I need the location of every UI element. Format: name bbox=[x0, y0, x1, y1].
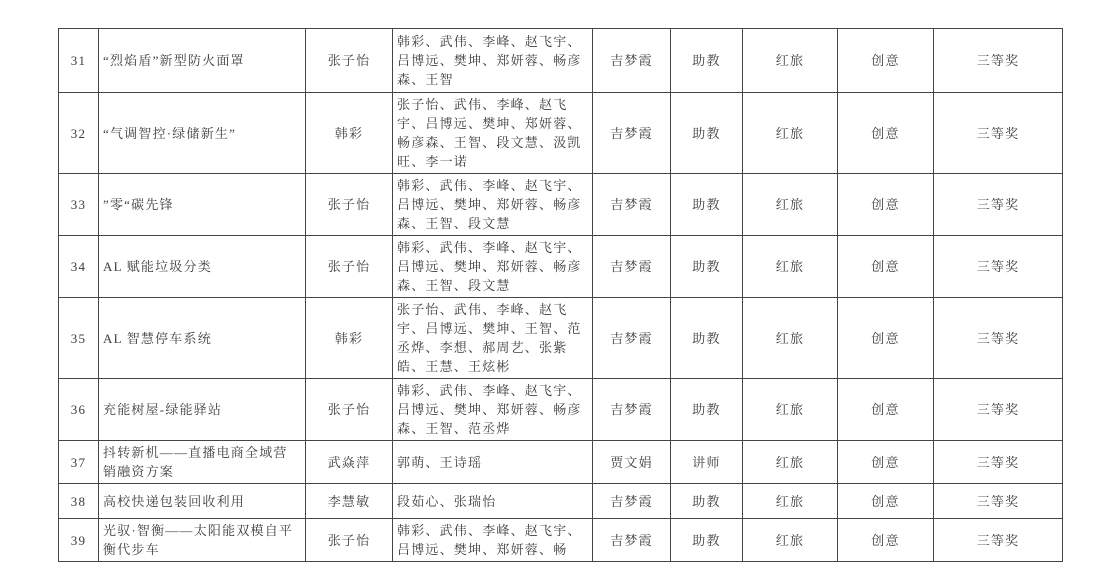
cell-team-members: 韩彩、武伟、李峰、赵飞宇、吕博远、樊坤、郑妍蓉、畅彦森、王智 bbox=[393, 29, 593, 93]
cell-project-name: “气调智控·绿储新生” bbox=[99, 93, 306, 174]
table-row bbox=[59, 174, 1063, 236]
cell-leader-name: 张子怡 bbox=[306, 519, 393, 562]
cell-track: 红旅 bbox=[743, 174, 838, 236]
cell-award: 三等奖 bbox=[934, 519, 1063, 562]
cell-project-name: “烈焰盾”新型防火面罩 bbox=[99, 29, 306, 93]
cell-advisor-name: 吉梦霞 bbox=[593, 379, 671, 441]
cell-group: 创意 bbox=[838, 484, 934, 519]
cell-leader-name: 韩彩 bbox=[306, 298, 393, 379]
table-row bbox=[59, 441, 1063, 484]
cell-group: 创意 bbox=[838, 441, 934, 484]
cell-advisor-name: 吉梦霞 bbox=[593, 93, 671, 174]
cell-serial-number: 36 bbox=[59, 379, 99, 441]
cell-serial-number: 39 bbox=[59, 519, 99, 562]
cell-group: 创意 bbox=[838, 298, 934, 379]
cell-track: 红旅 bbox=[743, 236, 838, 298]
cell-track: 红旅 bbox=[743, 93, 838, 174]
cell-group: 创意 bbox=[838, 29, 934, 93]
cell-advisor-title: 助教 bbox=[671, 519, 743, 562]
cell-leader-name: 张子怡 bbox=[306, 174, 393, 236]
awards-table bbox=[58, 28, 1063, 562]
cell-project-name: 高校快递包装回收利用 bbox=[99, 484, 306, 519]
cell-project-name: 充能树屋-绿能驿站 bbox=[99, 379, 306, 441]
cell-advisor-title: 讲师 bbox=[671, 441, 743, 484]
cell-serial-number: 33 bbox=[59, 174, 99, 236]
cell-track: 红旅 bbox=[743, 441, 838, 484]
cell-leader-name: 武焱萍 bbox=[306, 441, 393, 484]
cell-group: 创意 bbox=[838, 93, 934, 174]
cell-award: 三等奖 bbox=[934, 236, 1063, 298]
cell-project-name: ”零“碳先锋 bbox=[99, 174, 306, 236]
cell-advisor-name: 吉梦霞 bbox=[593, 29, 671, 93]
table-row bbox=[59, 379, 1063, 441]
cell-track: 红旅 bbox=[743, 379, 838, 441]
cell-team-members: 韩彩、武伟、李峰、赵飞宇、吕博远、樊坤、郑妍蓉、畅 bbox=[393, 519, 593, 562]
cell-team-members: 段茹心、张瑞怡 bbox=[393, 484, 593, 519]
cell-serial-number: 31 bbox=[59, 29, 99, 93]
cell-advisor-title: 助教 bbox=[671, 379, 743, 441]
table-row bbox=[59, 519, 1063, 562]
cell-track: 红旅 bbox=[743, 484, 838, 519]
cell-group: 创意 bbox=[838, 519, 934, 562]
cell-advisor-title: 助教 bbox=[671, 93, 743, 174]
cell-group: 创意 bbox=[838, 174, 934, 236]
cell-advisor-title: 助教 bbox=[671, 236, 743, 298]
cell-award: 三等奖 bbox=[934, 29, 1063, 93]
cell-leader-name: 李慧敏 bbox=[306, 484, 393, 519]
table-row bbox=[59, 236, 1063, 298]
cell-serial-number: 32 bbox=[59, 93, 99, 174]
cell-award: 三等奖 bbox=[934, 441, 1063, 484]
cell-group: 创意 bbox=[838, 379, 934, 441]
cell-award: 三等奖 bbox=[934, 298, 1063, 379]
table-row bbox=[59, 29, 1063, 93]
cell-leader-name: 韩彩 bbox=[306, 93, 393, 174]
cell-team-members: 张子怡、武伟、李峰、赵飞宇、吕博远、樊坤、王智、范丞烨、李想、郝周艺、张紫皓、王慧、王炫彬 bbox=[393, 298, 593, 379]
cell-group: 创意 bbox=[838, 236, 934, 298]
cell-track: 红旅 bbox=[743, 298, 838, 379]
cell-track: 红旅 bbox=[743, 29, 838, 93]
cell-project-name: AL 赋能垃圾分类 bbox=[99, 236, 306, 298]
cell-advisor-name: 吉梦霞 bbox=[593, 236, 671, 298]
cell-advisor-name: 吉梦霞 bbox=[593, 484, 671, 519]
cell-award: 三等奖 bbox=[934, 174, 1063, 236]
cell-serial-number: 34 bbox=[59, 236, 99, 298]
cell-team-members: 韩彩、武伟、李峰、赵飞宇、吕博远、樊坤、郑妍蓉、畅彦森、王智、范丞烨 bbox=[393, 379, 593, 441]
cell-leader-name: 张子怡 bbox=[306, 379, 393, 441]
cell-team-members: 韩彩、武伟、李峰、赵飞宇、吕博远、樊坤、郑妍蓉、畅彦森、王智、段文慧 bbox=[393, 174, 593, 236]
cell-serial-number: 38 bbox=[59, 484, 99, 519]
cell-advisor-name: 贾文娟 bbox=[593, 441, 671, 484]
cell-team-members: 郭萌、王诗瑶 bbox=[393, 441, 593, 484]
cell-project-name: AL 智慧停车系统 bbox=[99, 298, 306, 379]
cell-advisor-title: 助教 bbox=[671, 29, 743, 93]
cell-advisor-name: 吉梦霞 bbox=[593, 174, 671, 236]
cell-team-members: 张子怡、武伟、李峰、赵飞宇、吕博远、樊坤、郑妍蓉、畅彦森、王智、段文慧、汲凯旺、李一诺 bbox=[393, 93, 593, 174]
cell-award: 三等奖 bbox=[934, 379, 1063, 441]
table-row bbox=[59, 298, 1063, 379]
cell-advisor-title: 助教 bbox=[671, 484, 743, 519]
cell-award: 三等奖 bbox=[934, 93, 1063, 174]
cell-advisor-name: 吉梦霞 bbox=[593, 519, 671, 562]
cell-advisor-name: 吉梦霞 bbox=[593, 298, 671, 379]
cell-serial-number: 35 bbox=[59, 298, 99, 379]
table-row bbox=[59, 484, 1063, 519]
cell-serial-number: 37 bbox=[59, 441, 99, 484]
cell-project-name: 光驭·智衡——太阳能双模自平衡代步车 bbox=[99, 519, 306, 562]
table-row bbox=[59, 93, 1063, 174]
cell-advisor-title: 助教 bbox=[671, 298, 743, 379]
cell-leader-name: 张子怡 bbox=[306, 236, 393, 298]
cell-team-members: 韩彩、武伟、李峰、赵飞宇、吕博远、樊坤、郑妍蓉、畅彦森、王智、段文慧 bbox=[393, 236, 593, 298]
cell-leader-name: 张子怡 bbox=[306, 29, 393, 93]
cell-advisor-title: 助教 bbox=[671, 174, 743, 236]
cell-project-name: 抖转新机——直播电商全域营销融资方案 bbox=[99, 441, 306, 484]
table-body bbox=[59, 29, 1063, 562]
cell-track: 红旅 bbox=[743, 519, 838, 562]
cell-award: 三等奖 bbox=[934, 484, 1063, 519]
